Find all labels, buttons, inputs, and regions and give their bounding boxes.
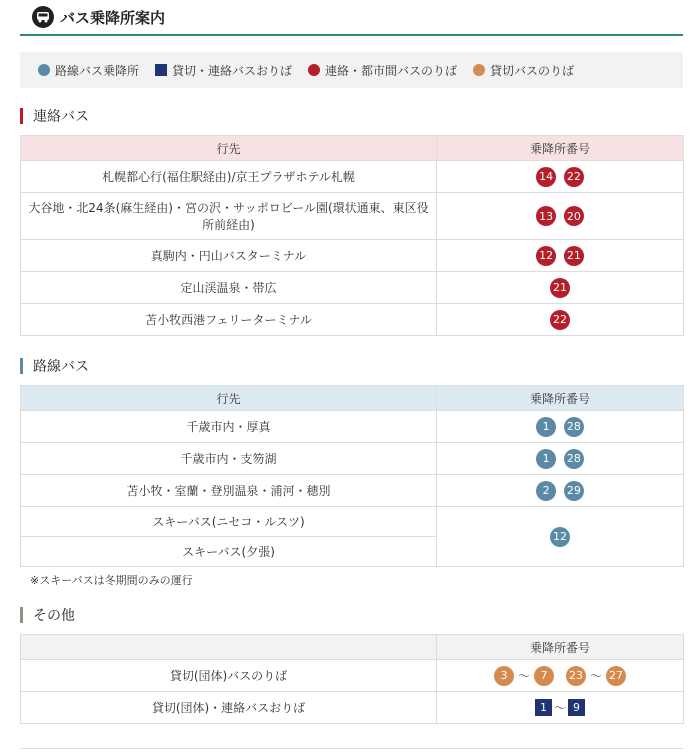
destination-cell: 大谷地・北24条(麻生経由)・宮の沢・サッポロビール園(環状通東、東区役所前経由) xyxy=(21,193,437,240)
stops-cell xyxy=(437,272,684,304)
legend-label: 路線バス乗降所 xyxy=(55,63,140,78)
header-stop-number: 乗降所番号 xyxy=(437,635,684,660)
stop-badge: 21 xyxy=(564,246,584,266)
stop-badge: 12 xyxy=(536,246,556,266)
stop-badge: 22 xyxy=(564,167,584,187)
stop-badge: 28 xyxy=(564,449,584,469)
legend-label: 貸切・連絡バスおりば xyxy=(172,63,293,78)
table-header-row xyxy=(21,136,684,161)
table-row xyxy=(21,692,684,724)
page-title: バス乗降所案内 xyxy=(60,8,166,27)
legend-charter-board xyxy=(473,62,574,79)
stop-square-badge: 9 xyxy=(568,699,585,716)
stops-cell xyxy=(437,161,684,193)
stops-cell xyxy=(437,692,684,724)
section-marker xyxy=(20,108,23,124)
section-other-heading xyxy=(20,605,75,625)
stop-badge: 22 xyxy=(550,310,570,330)
stop-badge: 3 xyxy=(494,666,514,686)
destination-cell: 真駒内・円山バスターミナル xyxy=(21,240,437,272)
header-stop-number: 乗降所番号 xyxy=(437,136,684,161)
stop-badge: 28 xyxy=(564,417,584,437)
section-route-heading xyxy=(20,356,89,376)
range-tilde: ～ xyxy=(590,669,603,683)
destination-cell: スキーバス(ニセコ・ルスツ) xyxy=(21,507,437,537)
bus-icon xyxy=(32,6,54,28)
express-circle-icon xyxy=(308,64,320,76)
stop-badge: 14 xyxy=(536,167,556,187)
destination-cell: 苫小牧・室蘭・登別温泉・浦河・穂別 xyxy=(21,475,437,507)
legend-label: 連絡・都市間バスのりば xyxy=(325,63,458,78)
range-tilde: ～ xyxy=(517,669,530,683)
stop-badge: 20 xyxy=(564,206,584,226)
legend-label: 貸切バスのりば xyxy=(490,63,575,78)
stop-badge: 29 xyxy=(564,481,584,501)
section-express-heading xyxy=(20,106,89,126)
table-row xyxy=(21,240,684,272)
charter-square-icon xyxy=(155,64,167,76)
destination-cell: 千歳市内・支笏湖 xyxy=(21,443,437,475)
section-title: 路線バス xyxy=(33,359,89,375)
table-header-row xyxy=(21,386,684,411)
stop-badge: 27 xyxy=(606,666,626,686)
stops-cell xyxy=(437,304,684,336)
table-header-row xyxy=(21,635,684,660)
stops-cell xyxy=(437,660,684,692)
table-row xyxy=(21,161,684,193)
section-marker xyxy=(20,607,23,623)
ski-bus-note: ※スキーバスは冬期間のみの運行 xyxy=(30,574,193,587)
section-title: 連絡バス xyxy=(33,109,89,125)
stops-cell xyxy=(437,193,684,240)
stop-square-badge: 1 xyxy=(535,699,552,716)
destination-cell: 苫小牧西港フェリーターミナル xyxy=(21,304,437,336)
legend xyxy=(20,52,683,88)
charter-circle-icon xyxy=(473,64,485,76)
table-row xyxy=(21,475,684,507)
legend-charter-alight xyxy=(155,62,292,79)
legend-route xyxy=(38,62,139,79)
table-row xyxy=(21,304,684,336)
stop-badge: 13 xyxy=(536,206,556,226)
stops-cell xyxy=(437,475,684,507)
range-tilde: ～ xyxy=(553,701,566,715)
stop-badge: 12 xyxy=(550,527,570,547)
route-table xyxy=(20,385,684,567)
stop-badge: 23 xyxy=(566,666,586,686)
stop-badge: 1 xyxy=(536,417,556,437)
destination-cell: 札幌都心行(福住駅経由)/京王プラザホテル札幌 xyxy=(21,161,437,193)
stops-cell xyxy=(437,443,684,475)
destination-cell: スキーバス(夕張) xyxy=(21,537,437,567)
destination-cell: 千歳市内・厚真 xyxy=(21,411,437,443)
header-destination: 行先 xyxy=(21,136,437,161)
stops-cell xyxy=(437,507,684,567)
section-marker xyxy=(20,358,23,374)
bottom-divider xyxy=(20,748,683,749)
table-row xyxy=(21,507,684,537)
destination-cell: 定山渓温泉・帯広 xyxy=(21,272,437,304)
page-title-bar xyxy=(20,0,683,36)
stops-cell xyxy=(437,411,684,443)
header-destination: 行先 xyxy=(21,386,437,411)
section-title: その他 xyxy=(33,608,75,624)
header-destination xyxy=(21,635,437,660)
stops-cell xyxy=(437,240,684,272)
stop-badge: 2 xyxy=(536,481,556,501)
stop-badge: 21 xyxy=(550,278,570,298)
table-row xyxy=(21,660,684,692)
destination-cell: 貸切(団体)・連絡バスおりば xyxy=(21,692,437,724)
table-row xyxy=(21,443,684,475)
table-row xyxy=(21,193,684,240)
legend-express xyxy=(308,62,457,79)
express-table xyxy=(20,135,684,336)
stop-badge: 7 xyxy=(534,666,554,686)
destination-cell: 貸切(団体)バスのりば xyxy=(21,660,437,692)
table-row xyxy=(21,272,684,304)
table-row xyxy=(21,411,684,443)
other-table xyxy=(20,634,684,724)
route-circle-icon xyxy=(38,64,50,76)
header-stop-number: 乗降所番号 xyxy=(437,386,684,411)
stop-badge: 1 xyxy=(536,449,556,469)
